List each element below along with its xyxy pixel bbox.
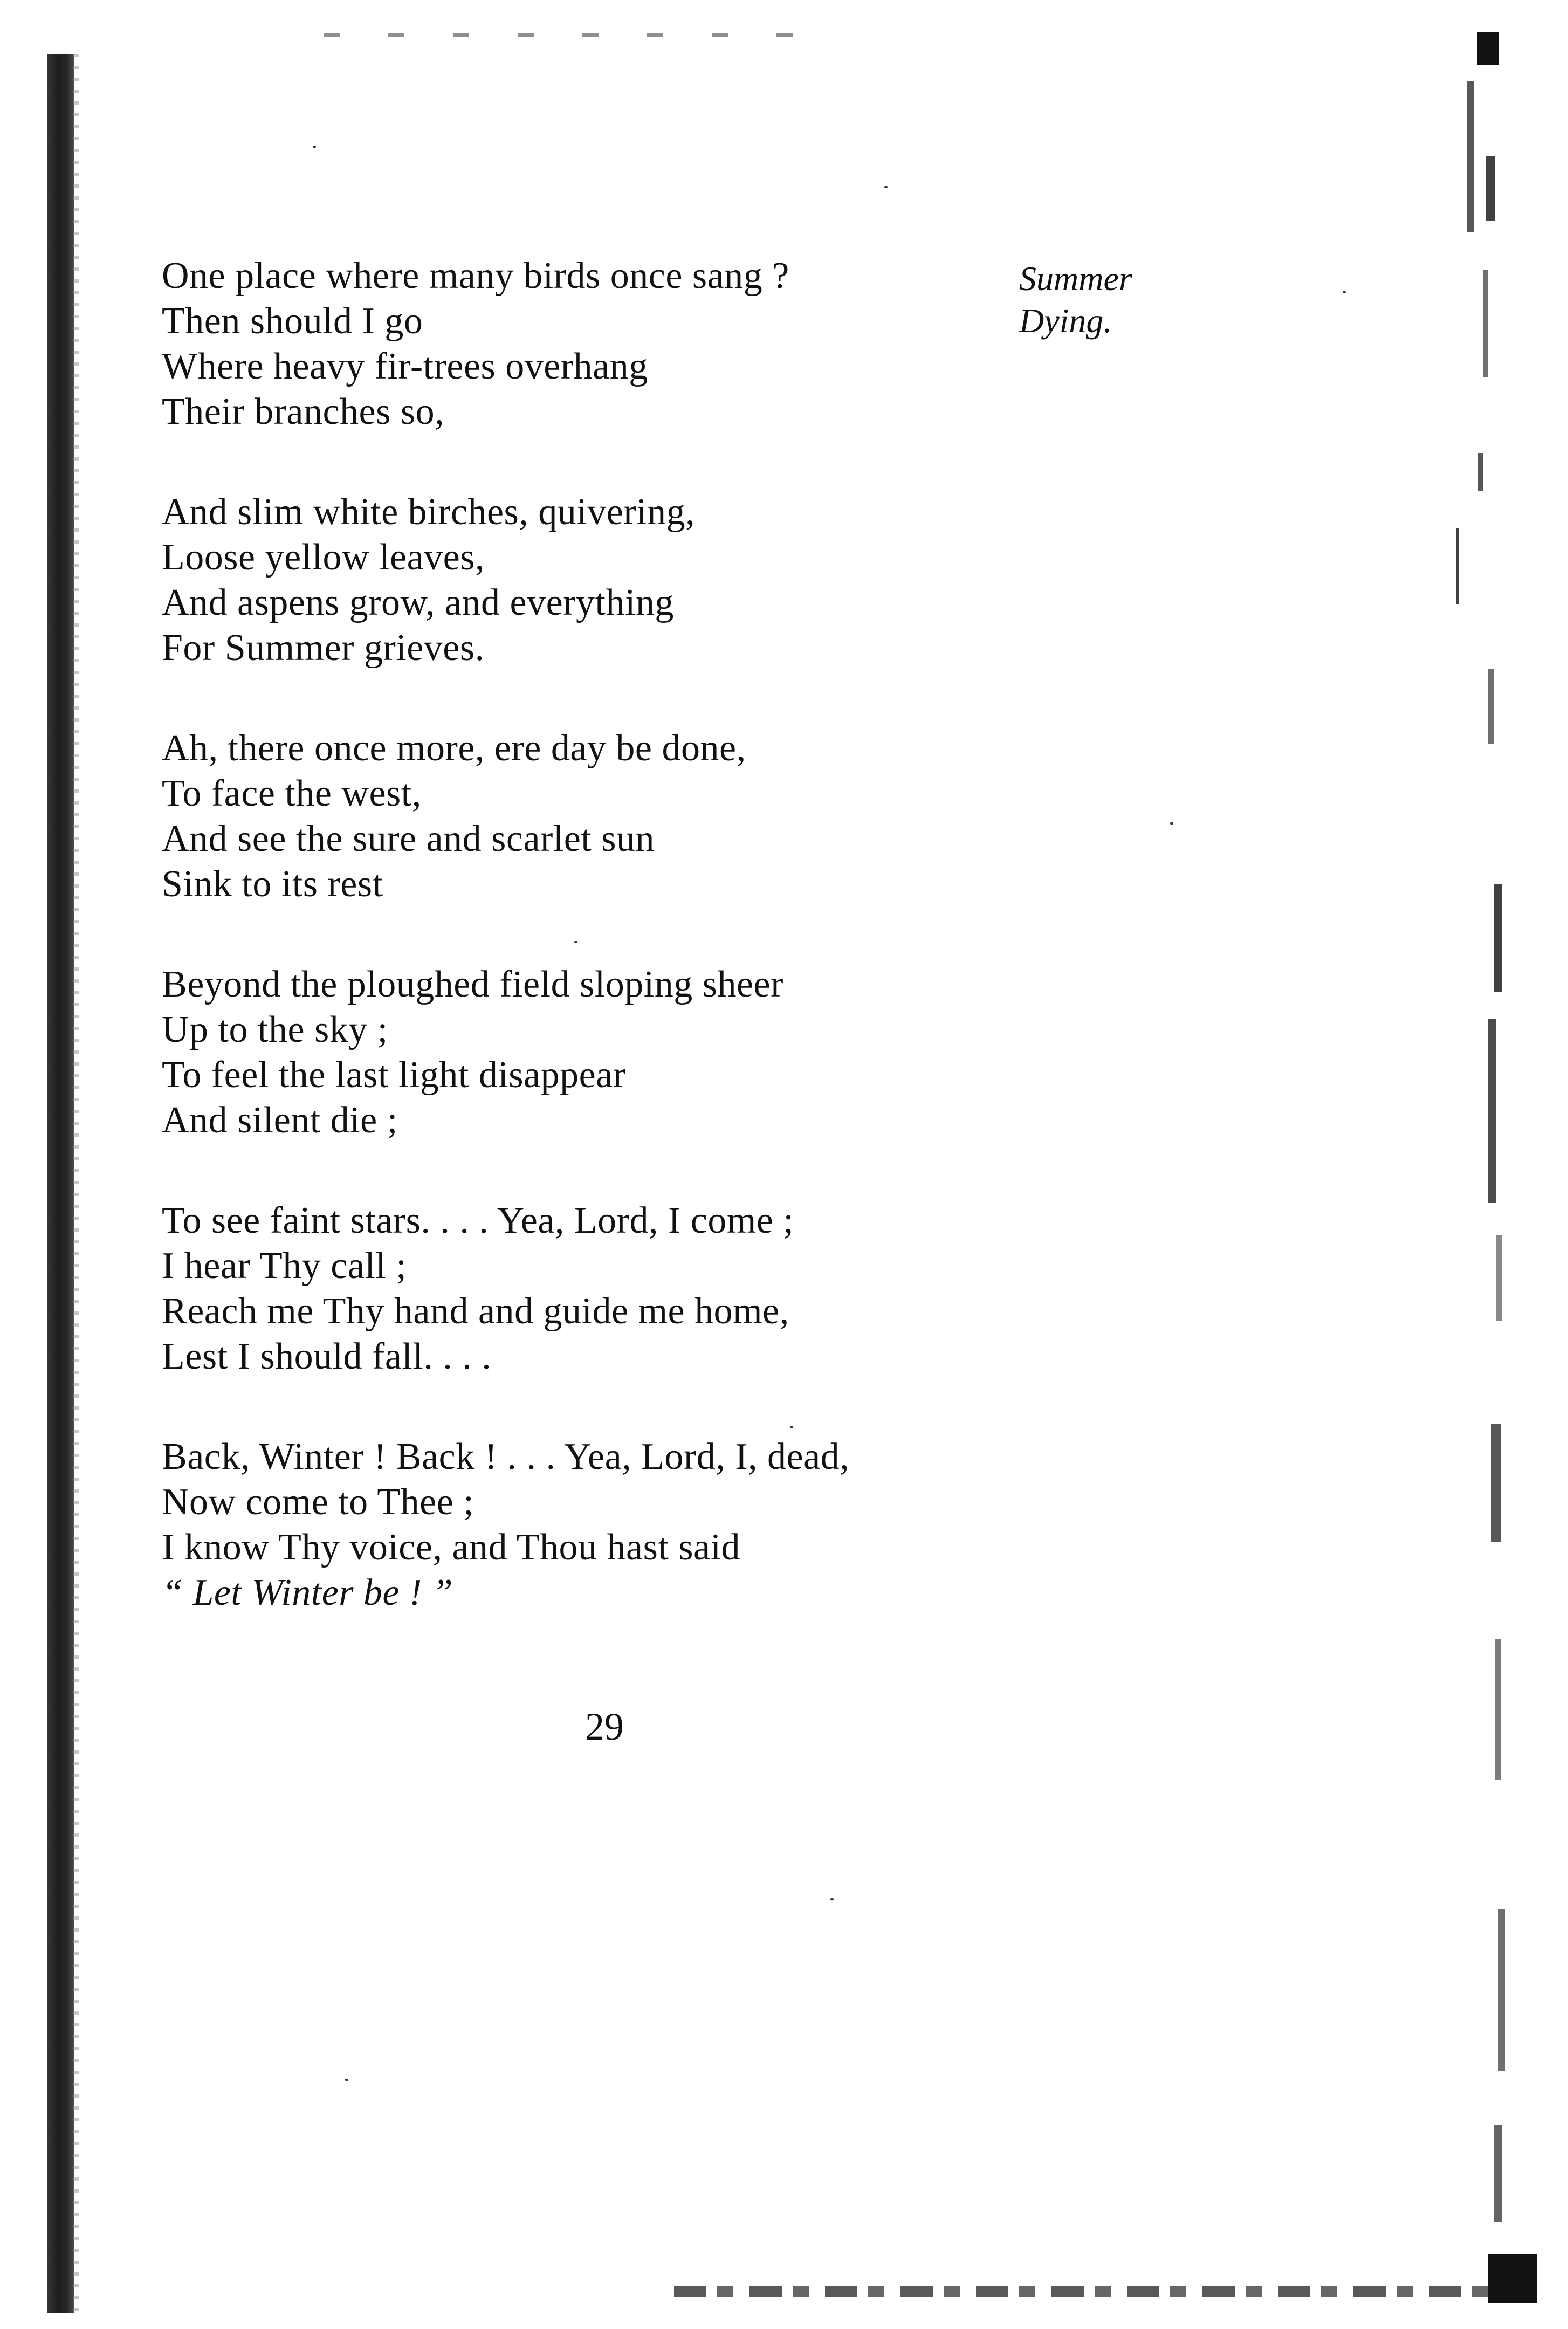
poem-line: Beyond the ploughed field sloping sheer [162, 964, 783, 1005]
scan-speck [884, 186, 888, 188]
scan-speck [313, 146, 316, 148]
scan-speck [830, 1898, 834, 1900]
stanza [162, 1198, 1105, 1379]
poem-line: And slim white birches, quivering, [162, 491, 696, 533]
poem-line: Sink to its rest [162, 863, 383, 905]
bottom-scan-edge [674, 2286, 1548, 2297]
poem-line: To see faint stars. . . . Yea, Lord, I come ; [162, 1200, 794, 1241]
page-binding-edge [47, 54, 74, 2313]
poem-line: And see the sure and scarlet sun [162, 818, 655, 860]
poem-line: Where heavy fir-trees overhang [162, 346, 648, 387]
poem-line: Now come to Thee ; [162, 1481, 474, 1523]
poem-line: Back, Winter ! Back ! . . . Yea, Lord, I, dead, [162, 1436, 850, 1478]
right-scan-edge [1434, 22, 1542, 2319]
poem-line: Reach me Thy hand and guide me home, [162, 1290, 789, 1332]
margin-note-line: Summer [1019, 259, 1132, 298]
stanza [162, 962, 1105, 1143]
poem-line: Lest I should fall. . . . [162, 1336, 492, 1377]
poem-line: For Summer grieves. [162, 627, 485, 669]
poem-line: To face the west, [162, 773, 422, 814]
top-scan-edge [324, 33, 809, 37]
poem-line: One place where many birds once sang ? [162, 255, 789, 297]
poem-line: Ah, there once more, ere day be done, [162, 727, 746, 769]
scan-speck [1170, 822, 1173, 825]
page-number: 29 [585, 1705, 624, 1748]
stanza [162, 490, 1105, 671]
poem-line: And silent die ; [162, 1100, 398, 1141]
stanza [162, 726, 1105, 907]
scan-speck [345, 2079, 348, 2081]
poem-body [162, 253, 1105, 1671]
poem-line: I hear Thy call ; [162, 1245, 407, 1287]
poem-line: Loose yellow leaves, [162, 537, 485, 578]
stanza [162, 1434, 1105, 1616]
poem-line: Their branches so, [162, 391, 445, 432]
stanza [162, 253, 1105, 435]
poem-line: To feel the last light disappear [162, 1054, 626, 1096]
poem-line: Up to the sky ; [162, 1009, 388, 1050]
poem-line: “ Let Winter be ! ” [162, 1572, 453, 1613]
margin-note-line: Dying. [1019, 301, 1112, 340]
scan-speck [1343, 291, 1346, 293]
poem-line: And aspens grow, and everything [162, 582, 674, 623]
poem-line: I know Thy voice, and Thou hast said [162, 1527, 741, 1568]
poem-line: Then should I go [162, 300, 423, 342]
